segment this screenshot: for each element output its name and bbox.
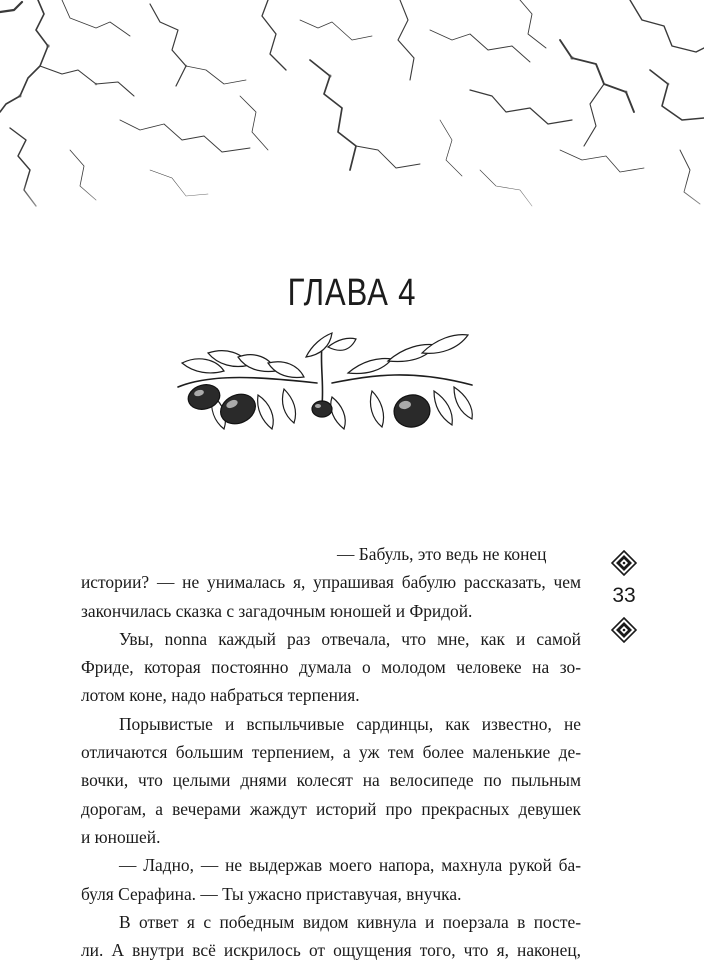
text-line: В ответ я с победным видом кивнула и поерзала в посте- [119,911,581,932]
text-line: — Бабуль, это ведь не конец [337,544,547,564]
text-line: дорогам, а вечерами жаждут историй про прекрасных девушек [81,798,581,819]
text-line: Порывистые и вспыльчивые сардинцы, как известно, не [119,713,581,734]
text-line: Фриде, которая постоянно думала о молодом человеке на зо- [81,657,581,678]
text-line: лотом коне, надо набраться терпения. [81,685,360,706]
page-number: 33 [612,584,636,607]
diamond-ornament-icon [611,617,637,643]
body-text [81,540,581,964]
diamond-ornament-icon [611,550,637,576]
text-line: ли. А внутри всё искрилось от ощущения того, что я, наконец, [81,940,581,961]
text-line: — Ладно, — не выдержав моего напора, махнула рукой ба- [119,855,581,876]
marble-texture-header [0,0,704,240]
text-line: и юношей. [81,826,161,847]
text-line: буля Серафина. — Ты ужасно приставучая, внучка. [81,883,462,904]
chapter-title: ГЛАВА 4 [287,272,417,314]
text-line: закончилась сказка с загадочным юношей и Фридой. [81,600,473,621]
text-line: Увы, nonna каждый раз отвечала, что мне, как и самой [119,628,581,649]
olive-branch-icon [172,325,480,440]
text-line: вочки, что целыми днями колесят на велосипеде по пыльным [81,770,581,791]
text-line: истории? — не унималась я, упрашивая бабулю рассказать, чем [81,572,581,593]
text-line: отличаются большим терпением, а уж тем более маленькие де- [81,742,581,763]
